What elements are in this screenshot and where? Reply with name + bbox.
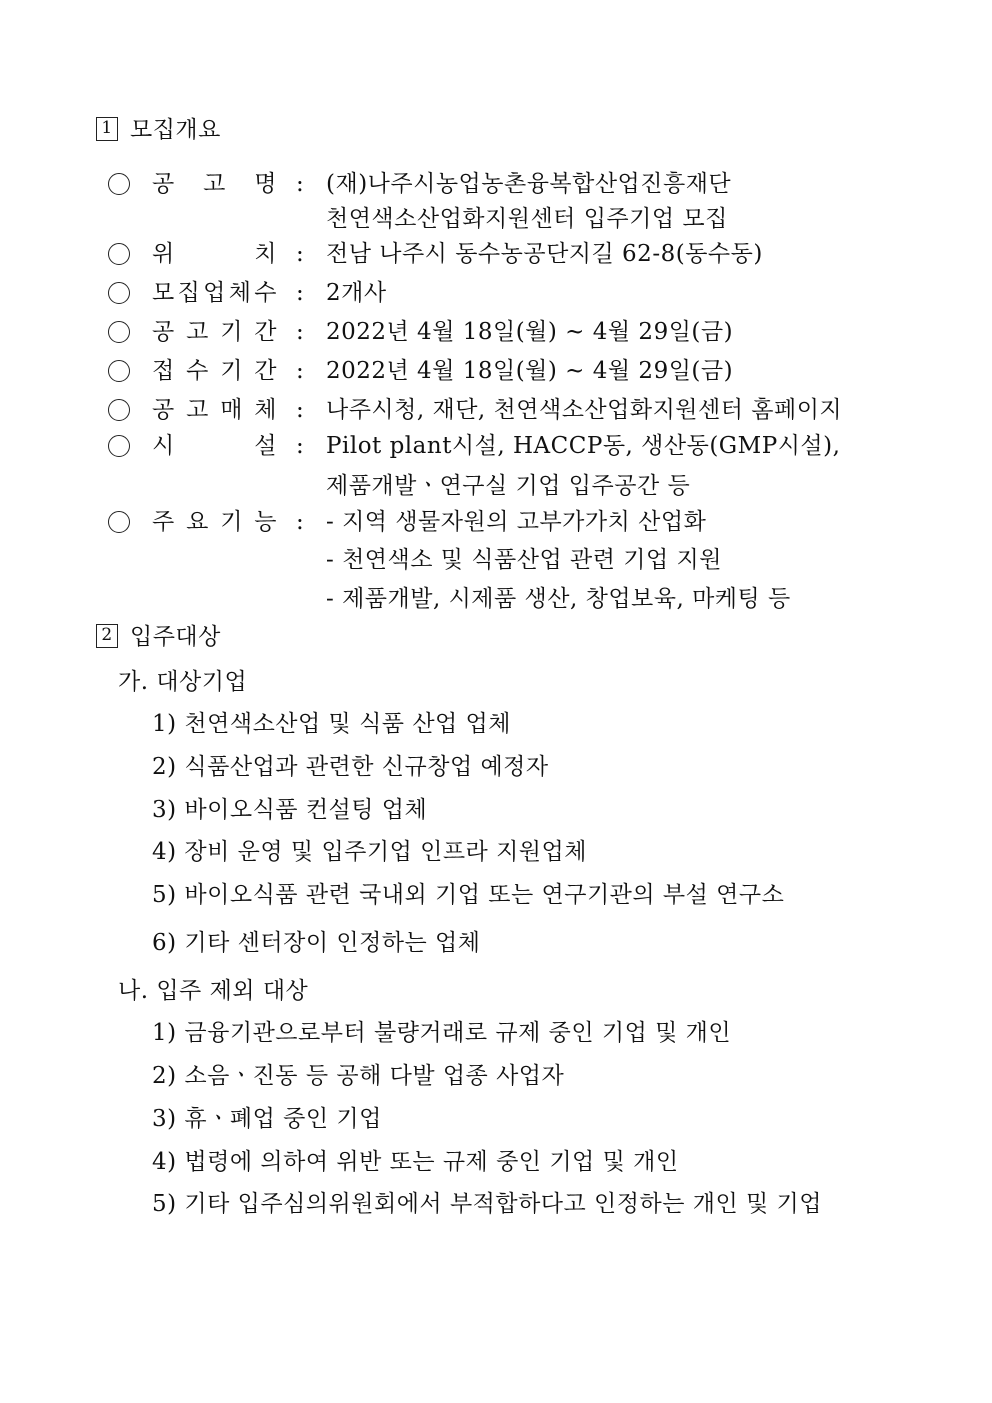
row-label: 공 고 기 간 bbox=[152, 319, 277, 345]
row-label: 공 고 매 체 bbox=[152, 397, 277, 423]
colon: : bbox=[296, 433, 305, 459]
row-label: 공 고 명 bbox=[152, 171, 277, 197]
section-title: 입주대상 bbox=[130, 624, 221, 650]
list-item: 2) 식품산업과 관련한 신규창업 예정자 bbox=[152, 754, 549, 780]
row-value: 2022년 4월 18일(월) ~ 4월 29일(금) bbox=[326, 358, 734, 384]
colon: : bbox=[296, 241, 305, 267]
row-value: Pilot plant시설, HACCP동, 생산동(GMP시설), bbox=[326, 433, 841, 459]
row-label: 접 수 기 간 bbox=[152, 358, 277, 384]
row-value: 전남 나주시 동수농공단지길 62-8(동수동) bbox=[326, 241, 763, 267]
bullet-circle bbox=[108, 511, 130, 533]
bullet-circle bbox=[108, 399, 130, 421]
overview-row bbox=[0, 428, 992, 464]
list-item: 4) 법령에 의하여 위반 또는 규제 중인 기업 및 개인 bbox=[152, 1149, 679, 1175]
row-value-continued: - 천연색소 및 식품산업 관련 기업 지원 bbox=[326, 547, 722, 573]
list-item: 1) 천연색소산업 및 식품 산업 업체 bbox=[152, 711, 511, 737]
colon: : bbox=[296, 171, 305, 197]
list-item: 5) 바이오식품 관련 국내외 기업 또는 연구기관의 부설 연구소 bbox=[152, 882, 785, 908]
row-value: (재)나주시농업농촌융복합산업진흥재단 bbox=[326, 171, 732, 197]
overview-row bbox=[0, 275, 992, 311]
bullet-circle bbox=[108, 243, 130, 265]
list-item: 5) 기타 입주심의위원회에서 부적합하다고 인정하는 개인 및 기업 bbox=[152, 1191, 822, 1217]
row-label: 주 요 기 능 bbox=[152, 509, 277, 535]
section-number-box: 2 bbox=[96, 624, 118, 648]
subsection-title: 가. 대상기업 bbox=[118, 669, 248, 695]
section-number-box: 1 bbox=[96, 117, 118, 141]
bullet-circle bbox=[108, 282, 130, 304]
row-value: - 지역 생물자원의 고부가가치 산업화 bbox=[326, 509, 707, 535]
row-value: 2022년 4월 18일(월) ~ 4월 29일(금) bbox=[326, 319, 734, 345]
overview-row bbox=[0, 314, 992, 350]
row-value-continued: 제품개발ㆍ연구실 기업 입주공간 등 bbox=[326, 473, 691, 499]
colon: : bbox=[296, 358, 305, 384]
row-value-continued: 천연색소산업화지원센터 입주기업 모집 bbox=[326, 206, 728, 232]
overview-row bbox=[0, 504, 992, 540]
section-1-heading bbox=[96, 112, 221, 148]
row-label: 위 치 bbox=[152, 241, 277, 267]
list-item: 3) 바이오식품 컨설팅 업체 bbox=[152, 797, 428, 823]
row-value: 나주시청, 재단, 천연색소산업화지원센터 홈페이지 bbox=[326, 397, 843, 423]
list-item: 4) 장비 운영 및 입주기업 인프라 지원업체 bbox=[152, 839, 587, 865]
list-item: 6) 기타 센터장이 인정하는 업체 bbox=[152, 930, 481, 956]
row-label: 모 집 업 체 수 bbox=[152, 280, 277, 306]
colon: : bbox=[296, 280, 305, 306]
bullet-circle bbox=[108, 173, 130, 195]
overview-row bbox=[0, 236, 992, 272]
row-value: 2개사 bbox=[326, 280, 387, 306]
overview-row bbox=[0, 166, 992, 202]
subsection-title: 나. 입주 제외 대상 bbox=[118, 978, 309, 1004]
overview-row bbox=[0, 392, 992, 428]
list-item: 1) 금융기관으로부터 불량거래로 규제 중인 기업 및 개인 bbox=[152, 1020, 732, 1046]
section-title: 모집개요 bbox=[130, 117, 221, 143]
colon: : bbox=[296, 509, 305, 535]
bullet-circle bbox=[108, 360, 130, 382]
colon: : bbox=[296, 319, 305, 345]
list-item: 2) 소음ㆍ진동 등 공해 다발 업종 사업자 bbox=[152, 1063, 565, 1089]
colon: : bbox=[296, 397, 305, 423]
overview-row bbox=[0, 353, 992, 389]
bullet-circle bbox=[108, 435, 130, 457]
section-2-heading bbox=[96, 619, 221, 655]
row-label: 시 설 bbox=[152, 433, 277, 459]
bullet-circle bbox=[108, 321, 130, 343]
row-value-continued: - 제품개발, 시제품 생산, 창업보육, 마케팅 등 bbox=[326, 586, 791, 612]
list-item: 3) 휴ㆍ폐업 중인 기업 bbox=[152, 1106, 382, 1132]
